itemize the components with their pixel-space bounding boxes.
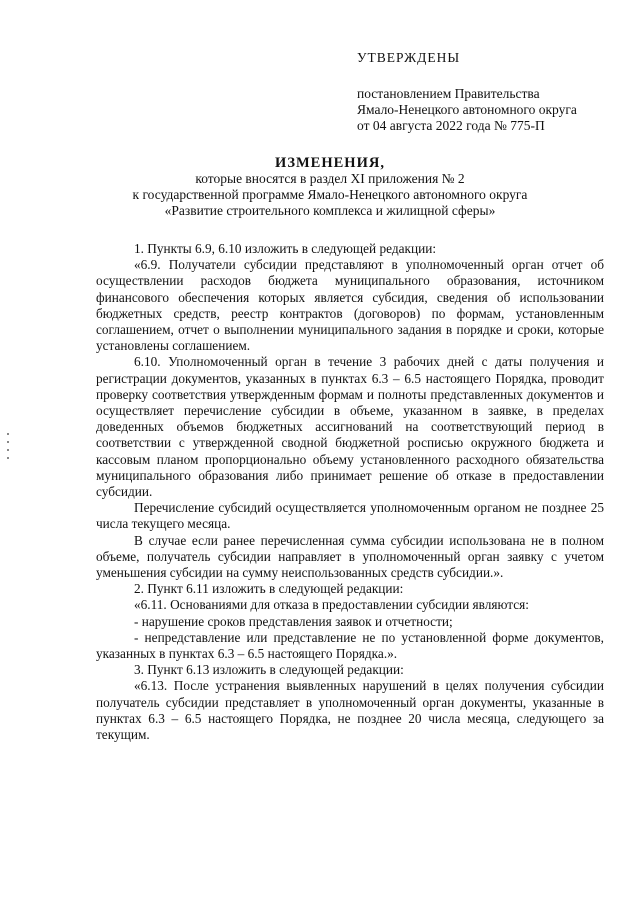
paragraph: «6.9. Получатели субсидии представляют в уполномоченный орган отчет об осуществлении расходов бюджета муниципального образования, источником финансового обеспечения которых является субсидия, сведения об использовании бюджетных средств, реестр контрактов (договоров) по формам, установленным соглашением, отчет о выполнении муниципального задания в порядке и сроки, которые установлены соглашением. bbox=[96, 257, 604, 354]
paragraph: - нарушение сроков представления заявок и отчетности; bbox=[134, 613, 453, 629]
paragraph: «6.11. Основаниями для отказа в предоставлении субсидии являются: bbox=[134, 597, 529, 613]
document-body bbox=[96, 241, 604, 743]
heading-line-3: «Развитие строительного комплекса и жилищной сферы» bbox=[164, 203, 496, 218]
paragraph: 2. Пункт 6.11 изложить в следующей редакции: bbox=[134, 581, 404, 597]
approval-block bbox=[357, 50, 627, 134]
paragraph: «6.13. После устранения выявленных нарушений в целях получения субсидии получатель субсидии представляет в уполномоченный орган документы, указанные в пунктах 6.3 – 6.5 настоящего Порядка, не позднее 20 числа месяца, следующего за текущим. bbox=[96, 678, 604, 743]
approval-title: УТВЕРЖДЕНЫ bbox=[357, 50, 461, 65]
paragraph: В случае если ранее перечисленная сумма субсидии использована не в полном объеме, получатель субсидии направляет в уполномоченный орган заявку с учетом уменьшения субсидии на сумму неиспользованных средств субсидии.». bbox=[96, 532, 604, 581]
approval-line-1: постановлением Правительства bbox=[357, 86, 540, 101]
document-heading bbox=[70, 155, 590, 219]
paragraph: 1. Пункты 6.9, 6.10 изложить в следующей редакции: bbox=[134, 241, 437, 256]
approval-line-2: Ямало-Ненецкого автономного округа bbox=[357, 102, 577, 117]
heading-line-1: которые вносятся в раздел XI приложения № 2 bbox=[195, 171, 465, 186]
document-title: ИЗМЕНЕНИЯ, bbox=[275, 155, 385, 171]
paragraph: - непредставление или представление не по установленной форме документов, указанных в пунктах 6.3 – 6.5 настоящего Порядка.». bbox=[96, 629, 604, 662]
margin-scan-marks bbox=[7, 433, 10, 465]
paragraph: 3. Пункт 6.13 изложить в следующей редакции: bbox=[134, 662, 404, 678]
approval-line-3: от 04 августа 2022 года № 775-П bbox=[357, 118, 545, 133]
paragraph: 6.10. Уполномоченный орган в течение 3 рабочих дней с даты получения и регистрации документов, указанных в пунктах 6.3 – 6.5 настоящего Порядка, проводит проверку соответствия утвержденным формам и полноты представленных документов и осуществляет перечисление субсидии в объеме, указанном в заявке, в пределах доведенных объемов бюджетных ассигнований на соответствующий период в соответствии с утвержденной сводной бюджетной росписью окружного бюджета и кассовым планом пропорционально объему установленного расходного обязательства муниципального образования либо принимает решение об отказе в предоставлении субсидии. bbox=[96, 354, 604, 500]
heading-line-2: к государственной программе Ямало-Ненецкого автономного округа bbox=[132, 187, 528, 202]
paragraph: Перечисление субсидий осуществляется уполномоченным органом не позднее 25 числа текущего месяца. bbox=[96, 500, 604, 532]
